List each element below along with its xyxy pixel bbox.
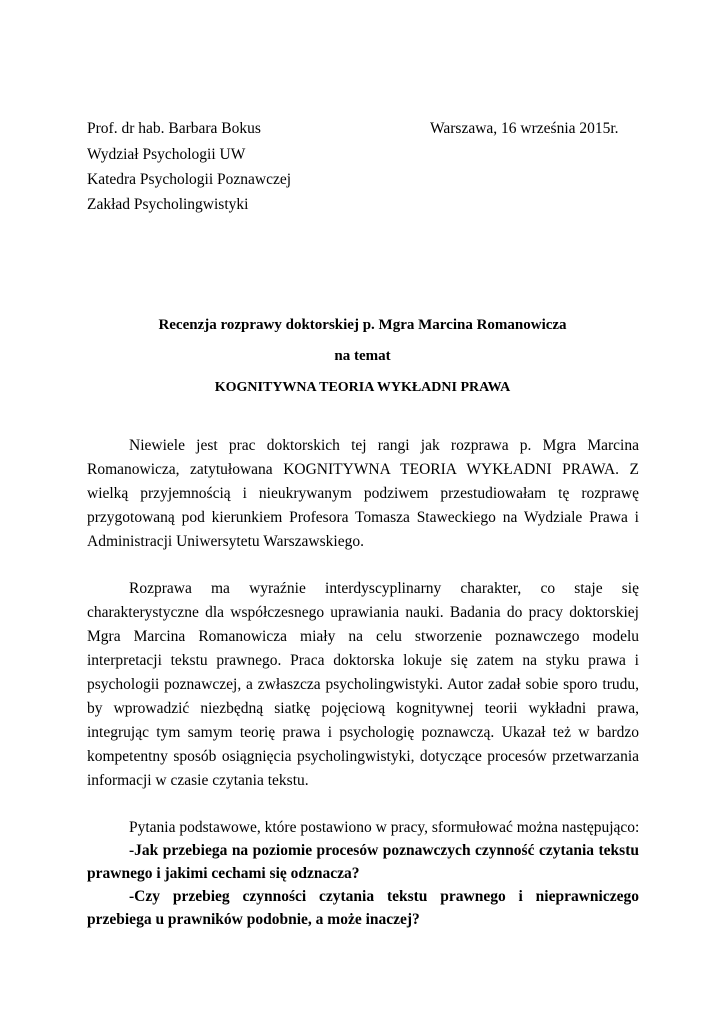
paragraph-intro	[87, 434, 639, 554]
question-item	[87, 885, 639, 931]
review-title: Recenzja rozprawy doktorskiej p. Mgra Marcina Romanowicza	[158, 317, 567, 333]
review-body	[87, 434, 639, 931]
sender-unit: Zakład Psycholingwistyki	[87, 196, 249, 213]
sender-name: Prof. dr hab. Barbara Bokus	[87, 120, 261, 137]
review-topic-label: na temat	[334, 348, 391, 364]
sender-department: Katedra Psychologii Poznawczej	[87, 171, 292, 188]
question-text: -Czy przebieg czynności czytania tekstu prawnego i nieprawniczego przebiega u prawników podobnie, a może inaczej?	[87, 888, 639, 928]
question-text: -Jak przebiega na poziomie procesów poznawczych czynność czytania tekstu prawnego i jakimi cechami się odznacza?	[87, 842, 639, 882]
questions-intro	[87, 816, 639, 839]
question-item	[87, 839, 639, 885]
thesis-title: KOGNITYWNA TEORIA WYKŁADNI PRAWA	[214, 380, 511, 395]
paragraph-character	[87, 577, 639, 793]
paragraph-intro-text: Niewiele jest prac doktorskich tej rangi jak rozprawa p. Mgra Marcina Romanowicza, zatytułowana KOGNITYWNA TEORIA WYKŁADNI PRAWA. Z wielką przyjemnością i nieukrywanym podziwem przestudiowałam tę rozprawę przygotowaną pod kierunkiem Profesora Tomasza Staweckiego na Wydziale Prawa i Administracji Uniwersytetu Warszawskiego.	[87, 437, 639, 550]
letter-date: Warszawa, 16 września 2015r.	[430, 120, 619, 137]
paragraph-character-text: Rozprawa ma wyraźnie interdyscyplinarny charakter, co staje się charakterystyczne dla współczesnego uprawiania nauki. Badania do pracy doktorskiej Mgra Marcina Romanowicza miały na celu stworzenie poznawczego modelu interpretacji tekstu prawnego. Praca doktorska lokuje się zatem na styku prawa i psychologii poznawczej, a zwłaszcza psycholingwistyki. Autor zadał sobie sporo trudu, by wprowadzić niezbędną siatkę pojęciową kognitywnej teorii wykładni prawa, integrując tym samym teorię prawa i psychologię poznawczą. Ukazał też w bardzo kompetentny sposób osiągnięcia psycholingwistyki, dotyczące procesów przetwarzania informacji w czasie czytania tekstu.	[87, 580, 639, 789]
questions-intro-text: Pytania podstawowe, które postawiono w pracy, sformułować można następująco:	[129, 819, 640, 836]
sender-faculty: Wydział Psychologii UW	[87, 146, 246, 163]
